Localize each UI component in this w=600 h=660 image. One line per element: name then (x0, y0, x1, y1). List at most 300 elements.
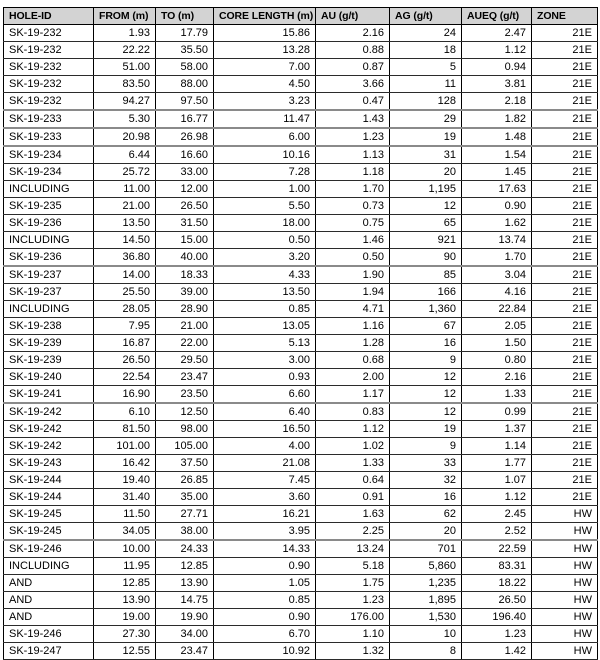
cell-core-length: 0.85 (214, 592, 316, 609)
cell-from-m: 6.44 (94, 146, 156, 164)
cell-to-m: 12.50 (156, 403, 214, 421)
cell-hole-id: SK-19-245 (4, 523, 94, 541)
cell-core-length: 0.85 (214, 301, 316, 318)
cell-zone: HW (532, 592, 598, 609)
cell-core-length: 3.23 (214, 93, 316, 111)
cell-zone: 21E (532, 318, 598, 335)
cell-aueq: 1.48 (462, 128, 532, 146)
cell-ag: 85 (390, 266, 462, 284)
cell-au: 2.16 (316, 25, 390, 42)
table-row[interactable] (4, 506, 598, 523)
cell-core-length: 10.92 (214, 643, 316, 660)
cell-core-length: 1.00 (214, 181, 316, 198)
cell-aueq: 3.04 (462, 266, 532, 284)
cell-to-m: 15.00 (156, 232, 214, 249)
cell-ag: 5,860 (390, 558, 462, 575)
column-header-ag[interactable]: AG (g/t) (390, 8, 462, 25)
cell-aueq: 2.05 (462, 318, 532, 335)
cell-hole-id: SK-19-239 (4, 335, 94, 352)
cell-core-length: 15.86 (214, 25, 316, 42)
cell-aueq: 0.80 (462, 352, 532, 369)
cell-au: 2.00 (316, 369, 390, 386)
table-row[interactable] (4, 438, 598, 455)
cell-to-m: 40.00 (156, 249, 214, 267)
table-row[interactable] (4, 93, 598, 111)
cell-to-m: 105.00 (156, 438, 214, 455)
cell-zone: 21E (532, 369, 598, 386)
cell-aueq: 1.45 (462, 164, 532, 181)
cell-core-length: 3.20 (214, 249, 316, 267)
cell-to-m: 26.50 (156, 198, 214, 215)
cell-ag: 16 (390, 489, 462, 506)
cell-to-m: 27.71 (156, 506, 214, 523)
cell-aueq: 2.52 (462, 523, 532, 541)
table-row[interactable] (4, 626, 598, 643)
cell-ag: 10 (390, 626, 462, 643)
cell-from-m: 26.50 (94, 352, 156, 369)
cell-hole-id: SK-19-232 (4, 59, 94, 76)
cell-zone: HW (532, 609, 598, 626)
cell-hole-id: SK-19-232 (4, 76, 94, 93)
cell-core-length: 11.47 (214, 110, 316, 128)
table-row[interactable] (4, 558, 598, 575)
cell-ag: 19 (390, 421, 462, 438)
cell-au: 0.91 (316, 489, 390, 506)
cell-ag: 31 (390, 146, 462, 164)
column-header-au[interactable]: AU (g/t) (316, 8, 390, 25)
cell-core-length: 0.50 (214, 232, 316, 249)
cell-aueq: 22.59 (462, 540, 532, 558)
cell-ag: 62 (390, 506, 462, 523)
cell-hole-id: SK-19-246 (4, 626, 94, 643)
cell-au: 0.75 (316, 215, 390, 232)
cell-ag: 11 (390, 76, 462, 93)
table-row[interactable] (4, 335, 598, 352)
cell-zone: HW (532, 523, 598, 541)
cell-au: 0.68 (316, 352, 390, 369)
cell-hole-id: AND (4, 592, 94, 609)
cell-to-m: 23.47 (156, 369, 214, 386)
cell-aueq: 0.94 (462, 59, 532, 76)
cell-ag: 5 (390, 59, 462, 76)
cell-ag: 24 (390, 25, 462, 42)
table-row[interactable] (4, 215, 598, 232)
cell-to-m: 28.90 (156, 301, 214, 318)
cell-zone: 21E (532, 198, 598, 215)
cell-aueq: 1.70 (462, 249, 532, 267)
cell-zone: 21E (532, 146, 598, 164)
cell-to-m: 26.85 (156, 472, 214, 489)
table-header-row (4, 8, 598, 25)
table-row[interactable] (4, 301, 598, 318)
cell-aueq: 1.50 (462, 335, 532, 352)
table-row[interactable] (4, 421, 598, 438)
table-row[interactable] (4, 540, 598, 558)
cell-core-length: 3.00 (214, 352, 316, 369)
cell-to-m: 22.00 (156, 335, 214, 352)
cell-aueq: 1.42 (462, 643, 532, 660)
cell-from-m: 11.00 (94, 181, 156, 198)
cell-to-m: 98.00 (156, 421, 214, 438)
table-row[interactable] (4, 266, 598, 284)
cell-from-m: 5.30 (94, 110, 156, 128)
table-body (4, 25, 598, 660)
cell-au: 1.63 (316, 506, 390, 523)
cell-ag: 921 (390, 232, 462, 249)
cell-to-m: 16.60 (156, 146, 214, 164)
column-header-to-m[interactable]: TO (m) (156, 8, 214, 25)
table-row[interactable] (4, 489, 598, 506)
cell-hole-id: AND (4, 575, 94, 592)
cell-from-m: 101.00 (94, 438, 156, 455)
table-row[interactable] (4, 318, 598, 335)
table-row[interactable] (4, 42, 598, 59)
table-row[interactable] (4, 386, 598, 404)
cell-aueq: 3.81 (462, 76, 532, 93)
cell-au: 1.75 (316, 575, 390, 592)
cell-au: 1.32 (316, 643, 390, 660)
cell-from-m: 94.27 (94, 93, 156, 111)
cell-ag: 701 (390, 540, 462, 558)
drill-hole-assay-results-table (3, 7, 598, 660)
cell-core-length: 3.60 (214, 489, 316, 506)
cell-ag: 12 (390, 386, 462, 404)
table-row[interactable] (4, 164, 598, 181)
cell-from-m: 16.90 (94, 386, 156, 404)
cell-aueq: 2.18 (462, 93, 532, 111)
cell-from-m: 25.50 (94, 284, 156, 301)
cell-zone: HW (532, 575, 598, 592)
cell-ag: 12 (390, 198, 462, 215)
cell-hole-id: SK-19-239 (4, 352, 94, 369)
drill-results-table-container (3, 7, 597, 660)
cell-au: 1.18 (316, 164, 390, 181)
cell-ag: 16 (390, 335, 462, 352)
cell-zone: HW (532, 540, 598, 558)
cell-zone: 21E (532, 455, 598, 472)
cell-au: 1.46 (316, 232, 390, 249)
cell-aueq: 2.16 (462, 369, 532, 386)
column-header-hole-id[interactable]: HOLE-ID (4, 8, 94, 25)
cell-au: 3.66 (316, 76, 390, 93)
cell-core-length: 1.05 (214, 575, 316, 592)
cell-aueq: 1.37 (462, 421, 532, 438)
cell-au: 0.50 (316, 249, 390, 267)
cell-ag: 1,530 (390, 609, 462, 626)
cell-ag: 65 (390, 215, 462, 232)
cell-au: 1.10 (316, 626, 390, 643)
cell-zone: 21E (532, 472, 598, 489)
cell-hole-id: SK-19-237 (4, 266, 94, 284)
cell-to-m: 58.00 (156, 59, 214, 76)
cell-from-m: 16.42 (94, 455, 156, 472)
table-row[interactable] (4, 643, 598, 660)
cell-hole-id: INCLUDING (4, 232, 94, 249)
cell-aueq: 22.84 (462, 301, 532, 318)
cell-from-m: 34.05 (94, 523, 156, 541)
cell-core-length: 4.50 (214, 76, 316, 93)
cell-au: 1.17 (316, 386, 390, 404)
cell-zone: 21E (532, 438, 598, 455)
cell-hole-id: SK-19-232 (4, 25, 94, 42)
cell-ag: 20 (390, 164, 462, 181)
cell-zone: 21E (532, 352, 598, 369)
column-header-from-m[interactable]: FROM (m) (94, 8, 156, 25)
table-row[interactable] (4, 110, 598, 128)
cell-from-m: 10.00 (94, 540, 156, 558)
cell-core-length: 21.08 (214, 455, 316, 472)
cell-core-length: 0.90 (214, 609, 316, 626)
cell-core-length: 13.05 (214, 318, 316, 335)
table-row[interactable] (4, 609, 598, 626)
cell-hole-id: SK-19-242 (4, 438, 94, 455)
cell-ag: 9 (390, 438, 462, 455)
cell-to-m: 29.50 (156, 352, 214, 369)
cell-to-m: 37.50 (156, 455, 214, 472)
cell-core-length: 10.16 (214, 146, 316, 164)
cell-zone: 21E (532, 232, 598, 249)
cell-aueq: 13.74 (462, 232, 532, 249)
cell-hole-id: SK-19-234 (4, 146, 94, 164)
cell-aueq: 18.22 (462, 575, 532, 592)
cell-hole-id: SK-19-232 (4, 42, 94, 59)
cell-to-m: 31.50 (156, 215, 214, 232)
cell-aueq: 1.82 (462, 110, 532, 128)
cell-ag: 9 (390, 352, 462, 369)
cell-aueq: 1.62 (462, 215, 532, 232)
cell-core-length: 6.70 (214, 626, 316, 643)
cell-core-length: 3.95 (214, 523, 316, 541)
table-row[interactable] (4, 128, 598, 146)
cell-core-length: 0.90 (214, 558, 316, 575)
cell-ag: 32 (390, 472, 462, 489)
cell-core-length: 4.33 (214, 266, 316, 284)
cell-au: 1.13 (316, 146, 390, 164)
cell-hole-id: SK-19-232 (4, 93, 94, 111)
cell-to-m: 13.90 (156, 575, 214, 592)
cell-au: 1.12 (316, 421, 390, 438)
cell-from-m: 11.95 (94, 558, 156, 575)
cell-au: 1.43 (316, 110, 390, 128)
cell-zone: 21E (532, 128, 598, 146)
cell-aueq: 1.12 (462, 489, 532, 506)
cell-zone: 21E (532, 266, 598, 284)
cell-ag: 1,360 (390, 301, 462, 318)
cell-core-length: 13.28 (214, 42, 316, 59)
cell-core-length: 5.50 (214, 198, 316, 215)
cell-zone: HW (532, 558, 598, 575)
table-row[interactable] (4, 76, 598, 93)
cell-zone: 21E (532, 42, 598, 59)
cell-zone: 21E (532, 335, 598, 352)
cell-to-m: 34.00 (156, 626, 214, 643)
cell-au: 0.73 (316, 198, 390, 215)
cell-core-length: 6.40 (214, 403, 316, 421)
table-row[interactable] (4, 352, 598, 369)
cell-to-m: 16.77 (156, 110, 214, 128)
cell-from-m: 22.54 (94, 369, 156, 386)
cell-aueq: 1.07 (462, 472, 532, 489)
table-row[interactable] (4, 284, 598, 301)
cell-from-m: 28.05 (94, 301, 156, 318)
cell-to-m: 17.79 (156, 25, 214, 42)
cell-aueq: 26.50 (462, 592, 532, 609)
cell-hole-id: SK-19-244 (4, 489, 94, 506)
cell-aueq: 1.23 (462, 626, 532, 643)
table-row[interactable] (4, 25, 598, 42)
cell-au: 1.33 (316, 455, 390, 472)
cell-ag: 1,195 (390, 181, 462, 198)
cell-core-length: 4.00 (214, 438, 316, 455)
cell-ag: 166 (390, 284, 462, 301)
cell-zone: 21E (532, 403, 598, 421)
cell-core-length: 7.00 (214, 59, 316, 76)
cell-from-m: 7.95 (94, 318, 156, 335)
cell-hole-id: INCLUDING (4, 181, 94, 198)
cell-ag: 29 (390, 110, 462, 128)
table-row[interactable] (4, 198, 598, 215)
cell-zone: 21E (532, 215, 598, 232)
cell-au: 0.47 (316, 93, 390, 111)
cell-zone: 21E (532, 249, 598, 267)
cell-to-m: 12.00 (156, 181, 214, 198)
table-row[interactable] (4, 146, 598, 164)
cell-to-m: 35.00 (156, 489, 214, 506)
table-row[interactable] (4, 472, 598, 489)
cell-aueq: 1.14 (462, 438, 532, 455)
table-row[interactable] (4, 523, 598, 541)
cell-from-m: 51.00 (94, 59, 156, 76)
cell-to-m: 35.50 (156, 42, 214, 59)
table-row[interactable] (4, 455, 598, 472)
cell-hole-id: SK-19-233 (4, 110, 94, 128)
cell-from-m: 13.50 (94, 215, 156, 232)
cell-to-m: 19.90 (156, 609, 214, 626)
cell-au: 2.25 (316, 523, 390, 541)
cell-to-m: 97.50 (156, 93, 214, 111)
cell-ag: 19 (390, 128, 462, 146)
cell-hole-id: SK-19-237 (4, 284, 94, 301)
cell-from-m: 20.98 (94, 128, 156, 146)
cell-aueq: 2.45 (462, 506, 532, 523)
table-header (4, 8, 598, 25)
column-header-zone[interactable]: ZONE (532, 8, 598, 25)
cell-to-m: 23.47 (156, 643, 214, 660)
cell-core-length: 16.50 (214, 421, 316, 438)
cell-from-m: 14.00 (94, 266, 156, 284)
cell-ag: 90 (390, 249, 462, 267)
cell-hole-id: SK-19-245 (4, 506, 94, 523)
cell-aueq: 0.99 (462, 403, 532, 421)
cell-hole-id: SK-19-240 (4, 369, 94, 386)
table-row[interactable] (4, 181, 598, 198)
table-row[interactable] (4, 403, 598, 421)
cell-aueq: 2.47 (462, 25, 532, 42)
cell-ag: 12 (390, 403, 462, 421)
column-header-aueq[interactable]: AUEQ (g/t) (462, 8, 532, 25)
cell-au: 4.71 (316, 301, 390, 318)
cell-hole-id: SK-19-246 (4, 540, 94, 558)
cell-ag: 20 (390, 523, 462, 541)
cell-au: 13.24 (316, 540, 390, 558)
cell-from-m: 16.87 (94, 335, 156, 352)
table-row[interactable] (4, 575, 598, 592)
cell-au: 1.28 (316, 335, 390, 352)
cell-zone: 21E (532, 284, 598, 301)
cell-au: 0.87 (316, 59, 390, 76)
cell-ag: 33 (390, 455, 462, 472)
cell-aueq: 4.16 (462, 284, 532, 301)
cell-from-m: 21.00 (94, 198, 156, 215)
table-row[interactable] (4, 249, 598, 267)
cell-zone: HW (532, 643, 598, 660)
cell-au: 176.00 (316, 609, 390, 626)
cell-from-m: 12.55 (94, 643, 156, 660)
cell-aueq: 1.12 (462, 42, 532, 59)
table-row[interactable] (4, 369, 598, 386)
cell-aueq: 196.40 (462, 609, 532, 626)
cell-au: 5.18 (316, 558, 390, 575)
cell-zone: 21E (532, 25, 598, 42)
cell-hole-id: SK-19-243 (4, 455, 94, 472)
table-row[interactable] (4, 592, 598, 609)
cell-to-m: 88.00 (156, 76, 214, 93)
cell-from-m: 6.10 (94, 403, 156, 421)
cell-au: 1.94 (316, 284, 390, 301)
cell-aueq: 83.31 (462, 558, 532, 575)
cell-au: 1.70 (316, 181, 390, 198)
column-header-core-length[interactable]: CORE LENGTH (m) (214, 8, 316, 25)
cell-from-m: 22.22 (94, 42, 156, 59)
cell-hole-id: SK-19-241 (4, 386, 94, 404)
cell-ag: 18 (390, 42, 462, 59)
cell-zone: 21E (532, 489, 598, 506)
cell-ag: 8 (390, 643, 462, 660)
cell-to-m: 24.33 (156, 540, 214, 558)
cell-au: 0.88 (316, 42, 390, 59)
cell-au: 0.64 (316, 472, 390, 489)
cell-hole-id: SK-19-244 (4, 472, 94, 489)
cell-from-m: 27.30 (94, 626, 156, 643)
table-row[interactable] (4, 232, 598, 249)
cell-hole-id: INCLUDING (4, 301, 94, 318)
cell-from-m: 13.90 (94, 592, 156, 609)
cell-from-m: 31.40 (94, 489, 156, 506)
cell-to-m: 12.85 (156, 558, 214, 575)
cell-from-m: 25.72 (94, 164, 156, 181)
cell-aueq: 1.77 (462, 455, 532, 472)
cell-core-length: 6.00 (214, 128, 316, 146)
cell-zone: 21E (532, 59, 598, 76)
cell-zone: 21E (532, 301, 598, 318)
cell-au: 1.23 (316, 592, 390, 609)
cell-ag: 1,895 (390, 592, 462, 609)
cell-zone: 21E (532, 386, 598, 404)
cell-from-m: 19.00 (94, 609, 156, 626)
cell-hole-id: INCLUDING (4, 558, 94, 575)
cell-to-m: 14.75 (156, 592, 214, 609)
cell-from-m: 1.93 (94, 25, 156, 42)
cell-zone: HW (532, 626, 598, 643)
cell-ag: 128 (390, 93, 462, 111)
cell-to-m: 38.00 (156, 523, 214, 541)
cell-ag: 67 (390, 318, 462, 335)
cell-ag: 12 (390, 369, 462, 386)
cell-from-m: 12.85 (94, 575, 156, 592)
cell-to-m: 23.50 (156, 386, 214, 404)
table-row[interactable] (4, 59, 598, 76)
cell-core-length: 14.33 (214, 540, 316, 558)
